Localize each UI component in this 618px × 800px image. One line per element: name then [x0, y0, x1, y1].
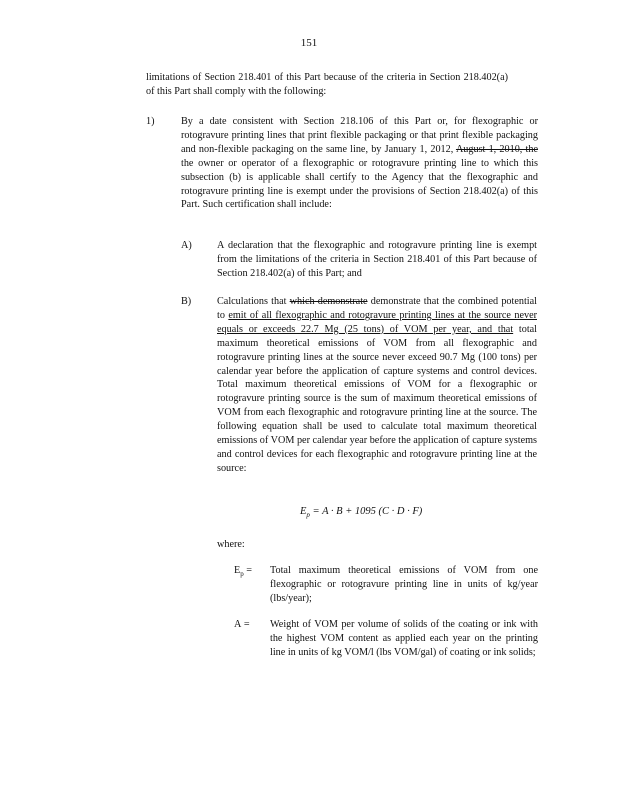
equation-lhs: E [300, 506, 307, 517]
item-1-text-pre: By a date consistent with Section 218.106 of this Part or, for flexographic or rotogravure printing lines that print flexible packaging or that print flexible packaging and non-flexible packaging on the same line, by January 1, 2012, [181, 116, 538, 155]
item-b-label: B) [181, 296, 192, 307]
intro-paragraph: limitations of Section 218.401 of this Part because of the criteria in Section 218.402(a) of this Part shall comply with the following: [146, 72, 508, 97]
definition-a-text: Weight of VOM per volume of solids of the coating or ink with the highest VOM content as applied each year on the printing line in units of kg VOM/l (lbs VOM/gal) of coating or ink solids; [270, 619, 538, 658]
item-b-pre: Calculations that [217, 296, 287, 307]
a-equals: = [243, 619, 250, 630]
item-a-text: A declaration that the flexographic and rotogravure printing line is exempt from the limitations of the criteria in Section 218.401 of this Part because of Section 218.402(a) of this Part; and [217, 240, 537, 279]
ep-symbol-sub: p [240, 570, 244, 579]
a-symbol: A [234, 619, 242, 630]
inserted-text: emit of all flexographic and rotogravure printing lines at the source never equals or exceeds 22.7 Mg (25 tons) of VOM per year, and that [217, 309, 537, 335]
equation-rhs: = A · B + 1095 (C · D · F) [312, 506, 423, 517]
deleted-text: which demonstrate [289, 296, 368, 307]
ep-equals: = [246, 565, 253, 576]
definition-ep-symbol [234, 564, 252, 582]
item-1-text [181, 115, 538, 212]
item-b-mid: demonstrate that the combined potential to [217, 296, 537, 321]
ep-symbol: E [234, 565, 241, 576]
equation [300, 505, 422, 523]
page-number: 151 [300, 37, 318, 49]
where-label: where: [217, 539, 245, 550]
item-1-label: 1) [146, 116, 155, 127]
item-1-text-post: the owner or operator of a flexographic or rotogravure printing line to which this subsection (b) is applicable shall certify to the Agency that the flexographic and rotogravure printing line is exempt under the provisions of Section 218.402(a) of this Part. Such certification shall include: [181, 157, 538, 211]
item-a-label: A) [181, 240, 192, 251]
definition-ep-text: Total maximum theoretical emissions of VOM from one flexographic or rotogravure printing line in units of kg/year (lbs/year); [270, 565, 538, 604]
deleted-text: August 1, 2010, the [455, 143, 539, 155]
equation-lhs-sub: p [306, 511, 310, 520]
item-b-text [217, 295, 537, 476]
item-b-post: total maximum theoretical emissions of VOM from all flexographic and rotogravure printing lines at the source never exceed 90.7 Mg (100 tons) per calendar year before the application of capture systems and control devices. Total maximum theoretical emissions of VOM for a flexographic or rotogravure printing source is the sum of maximum theoretical emissions of VOM from each flexographic and rotogravure printing line at the source. The following equation shall be used to calculate total maximum theoretical emissions of VOM per calendar year before the application of capture systems and control devices for each flexographic and rotogravure printing line at the source: [217, 323, 537, 474]
definition-a-symbol [234, 618, 250, 632]
